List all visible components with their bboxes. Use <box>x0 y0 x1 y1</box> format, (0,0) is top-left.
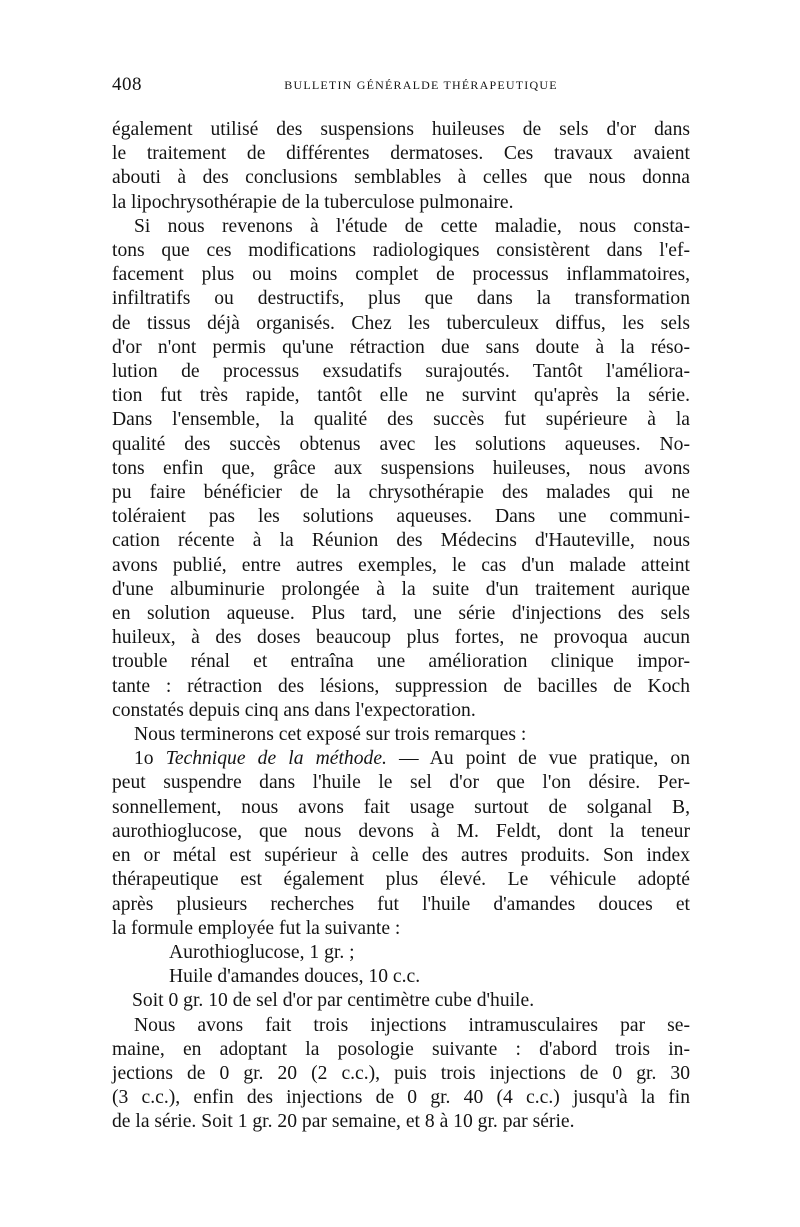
text-line: huileux, à des doses beaucoup plus fortes, ne provoqua aucun <box>112 627 690 649</box>
text-line: la lipochrysothérapie de la tuberculose pulmonaire. <box>112 191 514 213</box>
text-line: facement plus ou moins complet de processus inflammatoires, <box>112 264 690 286</box>
text-line: peut suspendre dans l'huile le sel d'or que l'on désire. Per- <box>112 772 690 794</box>
text-line: tion fut très rapide, tantôt elle ne survint qu'après la série. <box>112 385 690 407</box>
text-line: infiltratifs ou destructifs, plus que dans la transformation <box>112 288 690 310</box>
running-title: BULLETIN GÉNÉRALDE THÉRAPEUTIQUE <box>284 78 558 92</box>
text-line: qualité des succès obtenus avec les solutions aqueuses. No- <box>112 433 690 455</box>
text-line: abouti à des conclusions semblables à celles que nous donna <box>112 167 690 189</box>
technique-title: Technique de la méthode. <box>165 748 387 770</box>
text-line: également utilisé des suspensions huileuses de sels d'or dans <box>112 119 690 140</box>
text-line: avons publié, entre autres exemples, le cas d'un malade atteint <box>112 554 690 576</box>
text-line: tons enfin que, grâce aux suspensions huileuses, nous avons <box>112 457 690 479</box>
text-line: de la série. Soit 1 gr. 20 par semaine, et 8 à 10 gr. par série. <box>112 1111 575 1133</box>
text-line: après plusieurs recherches fut l'huile d'amandes douces et <box>112 893 690 915</box>
text-line: toléraient pas les solutions aqueuses. Dans une communi- <box>112 506 690 528</box>
text-line: aurothioglucose, que nous devons à M. Feldt, dont la teneur <box>112 820 690 842</box>
text-line: cation récente à la Réunion des Médecins d'Hauteville, nous <box>112 530 690 552</box>
text-line: maine, en adoptant la posologie suivante : d'abord trois in- <box>112 1038 690 1060</box>
text-line: tons que ces modifications radiologiques consistèrent dans l'ef- <box>112 240 690 262</box>
text-line: Nous terminerons cet exposé sur trois remarques : <box>134 724 527 746</box>
text-line: de tissus déjà organisés. Chez les tuberculeux diffus, les sels <box>112 312 690 334</box>
text-line: la formule employée fut la suivante : <box>112 917 401 939</box>
text-line: en solution aqueuse. Plus tard, une série d'injections des sels <box>112 603 690 625</box>
technique-number: 1o <box>134 748 154 770</box>
text-line: Dans l'ensemble, la qualité des succès fut supérieure à la <box>112 409 690 431</box>
text-line: d'une albuminurie prolongée à la suite d'un traitement aurique <box>112 578 690 600</box>
dose-line: Soit 0 gr. 10 de sel d'or par centimètre cube d'huile. <box>132 990 535 1012</box>
text-line: Si nous revenons à l'étude de cette maladie, nous consta- <box>134 215 690 237</box>
text-line: thérapeutique est également plus élevé. Le véhicule adopté <box>112 869 690 891</box>
text-line: (3 c.c.), enfin des injections de 0 gr. 40 (4 c.c.) jusqu'à la fin <box>112 1087 690 1109</box>
page-number: 408 <box>112 74 142 95</box>
page-header <box>112 74 690 98</box>
text-line: le traitement de différentes dermatoses. Ces travaux avaient <box>112 143 690 165</box>
technique-heading-line <box>112 747 690 771</box>
formula-line: Aurothioglucose, 1 gr. ; <box>169 941 355 963</box>
text-line: lution de processus exsudatifs surajoutés. Tantôt l'améliora- <box>112 361 690 383</box>
text-line: sonnellement, nous avons fait usage surtout de solganal B, <box>112 796 690 818</box>
text-line: trouble rénal et entraîna une amélioration clinique impor- <box>112 651 690 673</box>
text-line: jections de 0 gr. 20 (2 c.c.), puis trois injections de 0 gr. 30 <box>112 1062 690 1084</box>
technique-rest: — Au point de vue pratique, on <box>399 748 690 770</box>
formula-line: Huile d'amandes douces, 10 c.c. <box>169 966 421 988</box>
text-line: Nous avons fait trois injections intramusculaires par se- <box>134 1014 690 1036</box>
body-text <box>112 118 690 1135</box>
text-line: d'or n'ont permis qu'une rétraction due sans doute à la réso- <box>112 336 690 358</box>
text-line: pu faire bénéficier de la chrysothérapie des malades qui ne <box>112 482 690 504</box>
text-line: tante : rétraction des lésions, suppression de bacilles de Koch <box>112 675 690 697</box>
text-line: constatés depuis cinq ans dans l'expectoration. <box>112 699 476 721</box>
text-line: en or métal est supérieur à celle des autres produits. Son index <box>112 845 690 867</box>
